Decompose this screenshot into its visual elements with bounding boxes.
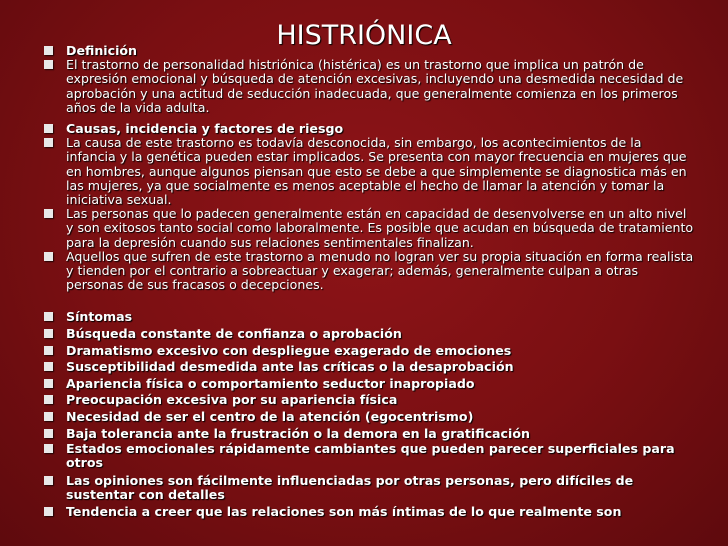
bullet-item <box>44 409 694 426</box>
bullet-square-icon <box>44 329 53 338</box>
bullet-item <box>44 426 694 443</box>
bullet-text: La causa de este trastorno es todavía desconocida, sin embargo, los acontecimientos de la infancia y la genética pueden estar implicados. Se presenta con mayor frecuencia en mujeres que en hombres, aunque algunos piensan que esto se debe a que simplemente se diagnostica más en las mujeres, ya que socialmente es menos aceptable el hecho de llamar la atención y tomar la iniciativa sexual. <box>66 135 687 208</box>
slide-title: HISTRIÓNICA <box>276 20 452 51</box>
bullet-square-icon <box>44 346 53 355</box>
bullet-square-icon <box>44 362 53 371</box>
bullet-text: Las opiniones son fácilmente influenciadas por otras personas, pero difíciles de sustentar con detalles <box>66 472 634 502</box>
bullet-item <box>44 44 694 58</box>
bullet-text: Causas, incidencia y factores de riesgo <box>66 121 344 137</box>
bullet-text: Estados emocionales rápidamente cambiantes que pueden parecer superficiales para otros <box>66 441 675 471</box>
bullet-item <box>44 343 694 360</box>
bullet-item <box>44 58 694 115</box>
bullet-item <box>44 376 694 393</box>
bullet-text: Tendencia a creer que las relaciones son más íntimas de lo que realmente son <box>66 504 622 520</box>
bullet-text: Preocupación excesiva por su apariencia física <box>66 392 398 408</box>
bullet-list <box>44 44 694 519</box>
bullet-item <box>44 505 694 519</box>
bullet-item <box>44 326 694 343</box>
bullet-text: Las personas que lo padecen generalmente están en capacidad de desenvolverse en un alto nivel y son exitosos tanto social como laboralmente. Es posible que acudan en búsqueda de tratamiento para la depresión cuando sus relaciones sentimentales finalizan. <box>66 206 694 250</box>
bullet-square-icon <box>44 138 53 147</box>
bullet-text: Necesidad de ser el centro de la atención (egocentrismo) <box>66 409 474 425</box>
bullet-text: El trastorno de personalidad histriónica (histérica) es un trastorno que implica un patrón de expresión emocional y búsqueda de atención excesivas, incluyendo una desmedida necesidad de aprobación y una actitud de seducción inadecuada, que generalmente comienza en los primeros años de la vida adulta. <box>66 57 684 115</box>
bullet-text: Síntomas <box>66 309 133 325</box>
bullet-item <box>44 392 694 409</box>
bullet-text: Búsqueda constante de confianza o aprobación <box>66 326 402 342</box>
bullet-square-icon <box>44 312 53 321</box>
bullet-square-icon <box>44 412 53 421</box>
bullet-square-icon <box>44 46 53 55</box>
bullet-item <box>44 474 694 502</box>
bullet-item <box>44 442 694 470</box>
bullet-item <box>44 250 694 293</box>
bullet-square-icon <box>44 444 53 453</box>
bullet-square-icon <box>44 395 53 404</box>
bullet-text: Susceptibilidad desmedida ante las críticas o la desaprobación <box>66 359 514 375</box>
bullet-text: Aquellos que sufren de este trastorno a menudo no logran ver su propia situación en forma realista y tienden por el contrario a sobreactuar y exagerar; además, generalmente culpan a otras personas de sus fracasos o decepciones. <box>66 248 694 293</box>
bullet-square-icon <box>44 252 53 261</box>
bullet-text: Baja tolerancia ante la frustración o la demora en la gratificación <box>66 425 530 441</box>
bullet-item <box>44 122 694 136</box>
bullet-text: Apariencia física o comportamiento seductor inapropiado <box>66 375 475 391</box>
bullet-square-icon <box>44 124 53 133</box>
bullet-square-icon <box>44 379 53 388</box>
bullet-square-icon <box>44 60 53 69</box>
bullet-item <box>44 136 694 207</box>
bullet-square-icon <box>44 209 53 218</box>
bullet-item <box>44 207 694 250</box>
bullet-square-icon <box>44 476 53 485</box>
bullet-square-icon <box>44 507 53 516</box>
bullet-item <box>44 359 694 376</box>
bullet-item <box>44 309 694 326</box>
bullet-text: Dramatismo excesivo con despliegue exagerado de emociones <box>66 342 512 358</box>
bullet-square-icon <box>44 429 53 438</box>
bullet-text: Definición <box>66 43 138 58</box>
